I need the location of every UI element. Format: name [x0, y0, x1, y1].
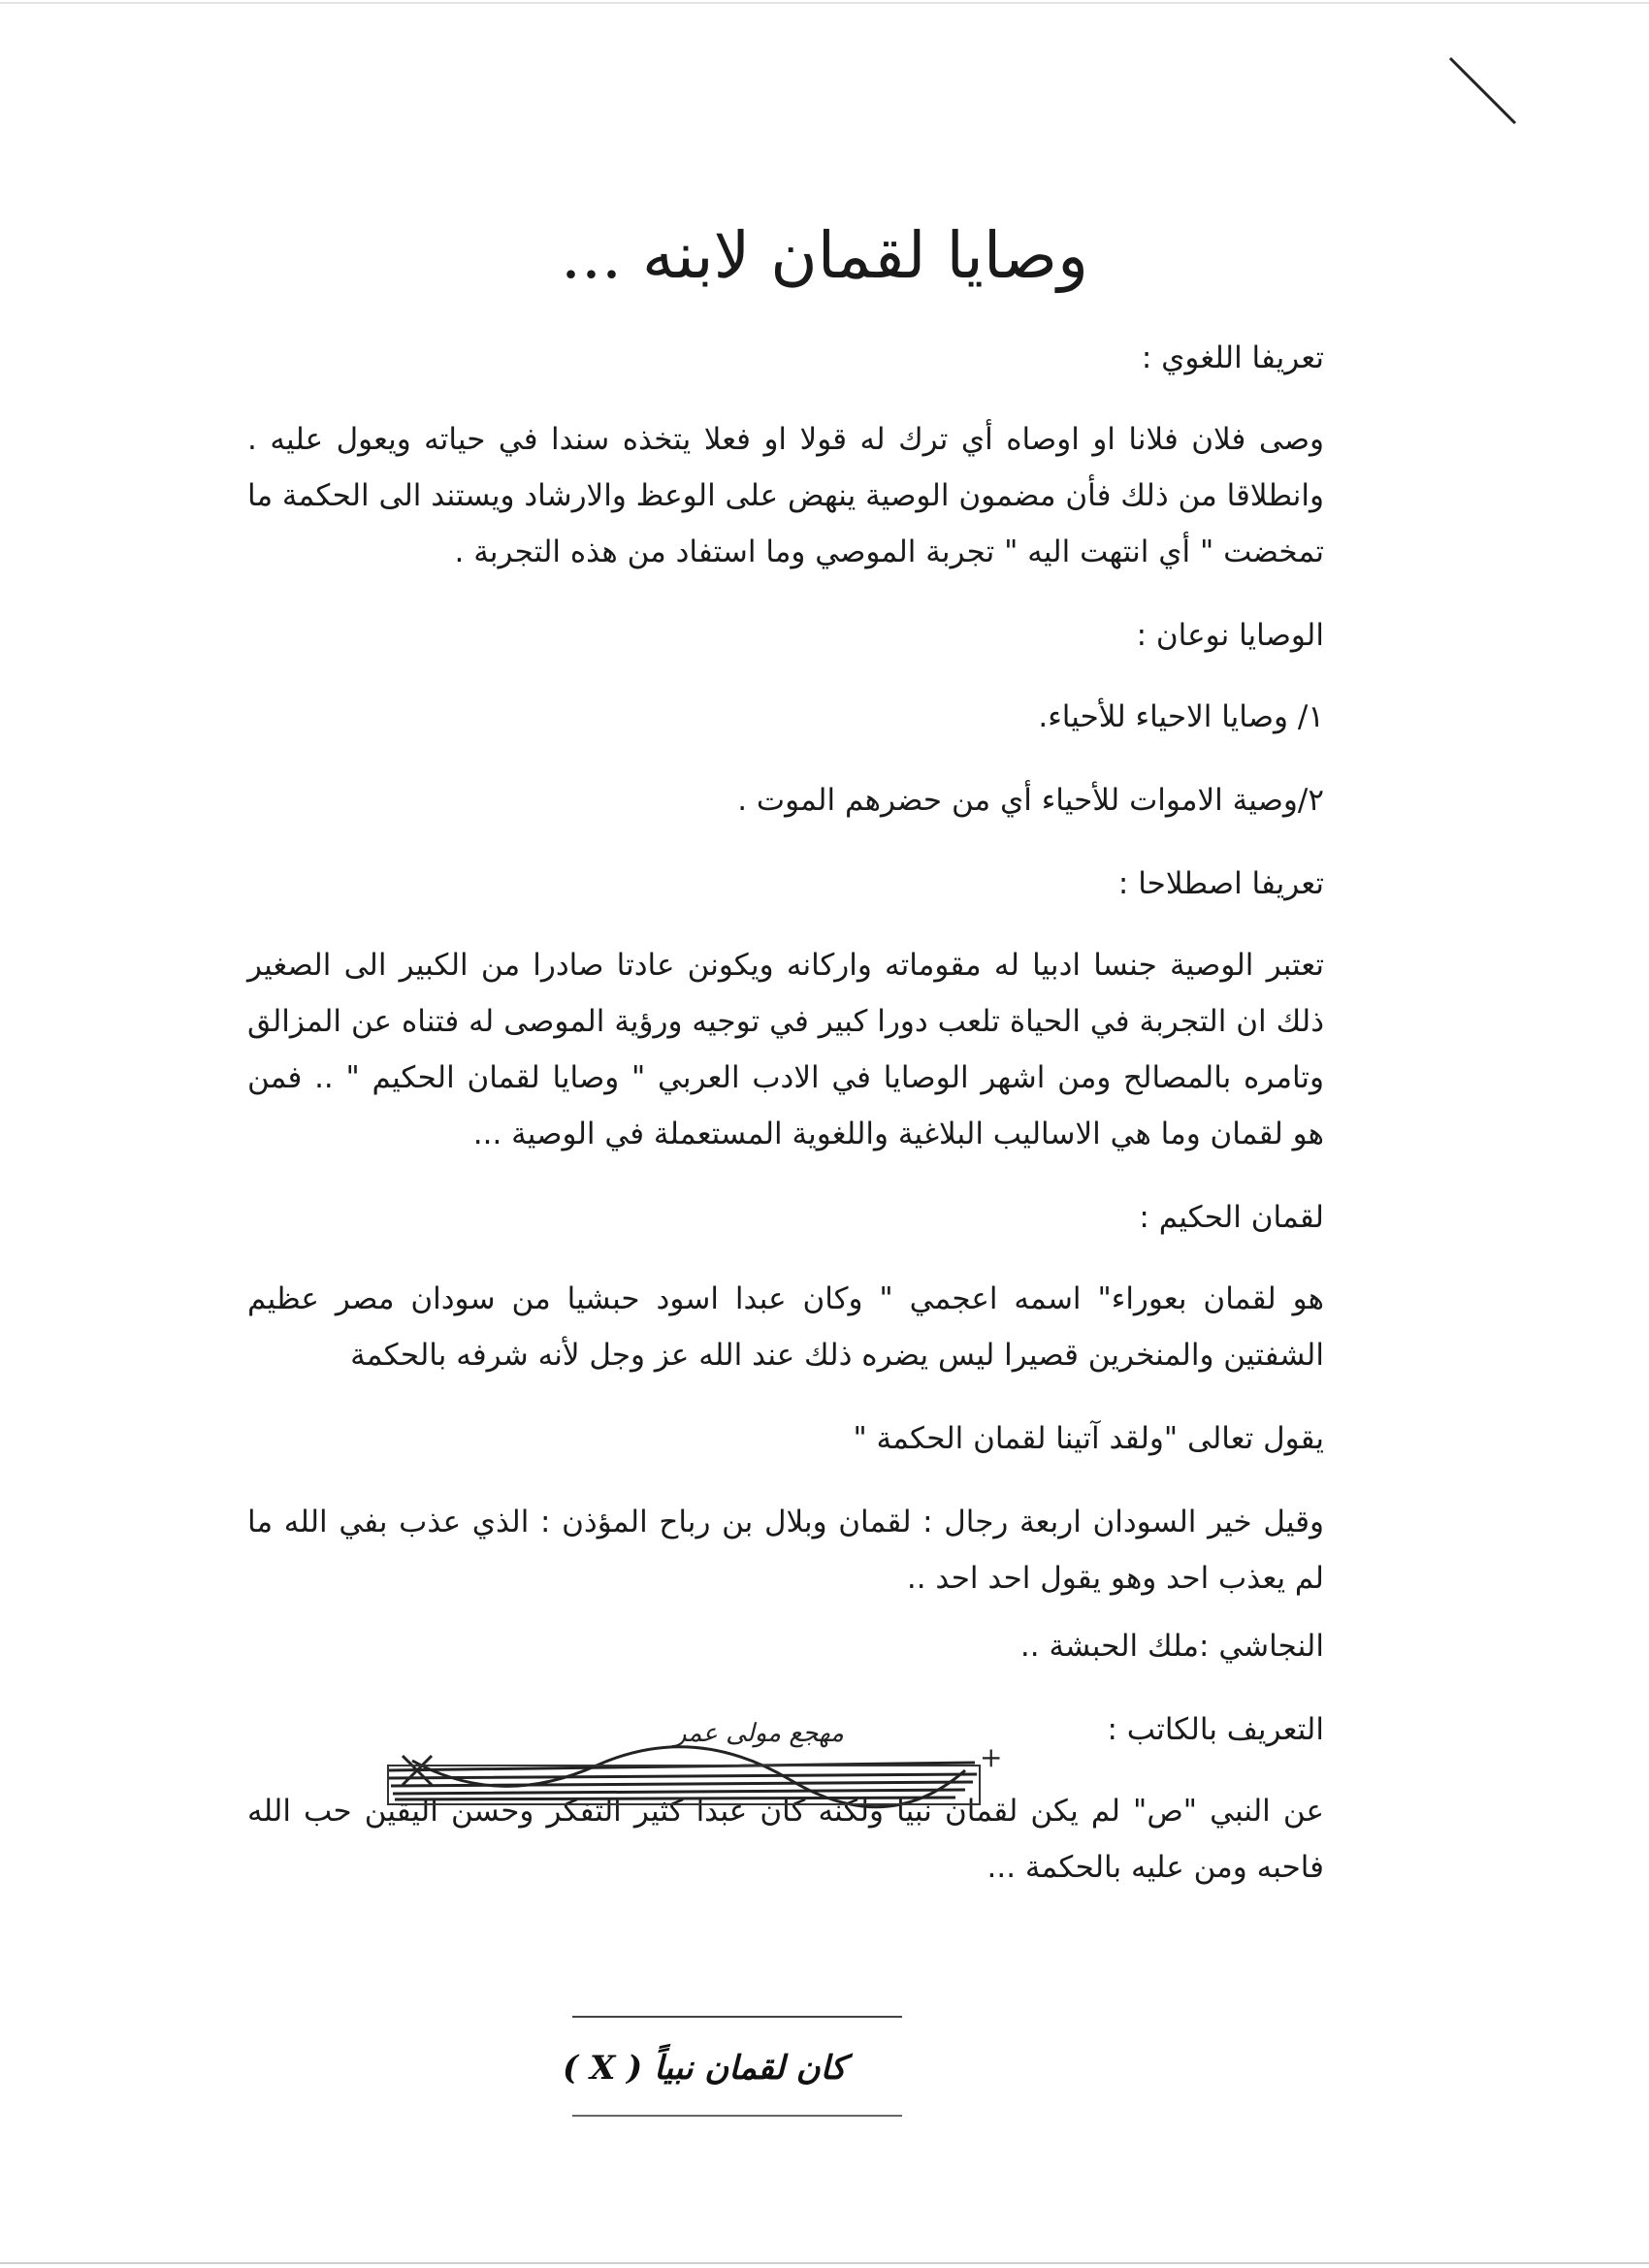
page-title: وصايا لقمان لابنه ...	[561, 218, 1088, 293]
blacks-text: وقيل خير السودان اربعة رجال : لقمان وبلال بن رباح المؤذن : الذي عذب بفي الله ما لم يعذب احد وهو يقول احد احد ..	[247, 1505, 1324, 1596]
underline-bottom	[572, 2115, 902, 2117]
luqman-heading: لقمان الحكيم :	[1139, 1200, 1324, 1235]
handwritten-plus-mark: +	[980, 1741, 1003, 1773]
quran-verse: يقول تعالى "ولقد آتينا لقمان الحكمة "	[853, 1421, 1324, 1456]
type-1: ١/ وصايا الاحياء للأحياء.	[1038, 699, 1324, 734]
document-body	[247, 330, 1324, 1923]
lang-def-text: وصى فلان فلانا او اوصاه أي ترك له قولا او فعلا يتخذه سندا في حياته ويعول عليه . وانطلاقا من ذلك فأن مضمون الوصية ينهض على الوعظ والارشاد ويستند الى الحكمة ما تمخضت " أي انتهت اليه " تجربة الموصي وما استفاد من هذه التجربة .	[247, 422, 1324, 569]
writer-heading: التعريف بالكاتب :	[1107, 1712, 1324, 1747]
lang-def-heading: تعريفا اللغوي :	[1141, 340, 1324, 375]
term-def-text: تعتبر الوصية جنسا ادبيا له مقوماته واركانه ويكونن عادتا صادرا من الكبير الى الصغير ذلك ان التجربة في الحياة تلعب دورا كبير في توجيه ورؤية الموصى له فتناه عن المزالق وتامره بالمصالح ومن اشهر الوصايا في الادب العربي " وصايا لقمان الحكيم " .. فمن هو لقمان وما هي الاساليب البلاغية واللغوية المستعملة في الوصية ...	[247, 948, 1324, 1151]
scan-edge-bottom	[0, 2262, 1649, 2264]
writer-text: عن النبي "ص" لم يكن لقمان نبيا ولكنه كان عبدا كثير التفكر وحسن اليقين حب الله فاحبه ومن عليه بالحكمة ...	[247, 1794, 1324, 1885]
types-heading: الوصايا نوعان :	[1136, 618, 1324, 653]
handwritten-note-top: مهجع مولى عمر	[674, 1719, 844, 1748]
luqman-text: هو لقمان بعوراء" اسمه اعجمي " وكان عبدا اسود حبشيا من سودان مصر عظيم الشفتين والمنخرين قصيرا ليس يضره ذلك عند الله عز وجل لأنه شرفه بالحكمة	[247, 1281, 1324, 1373]
scan-edge-top	[0, 2, 1649, 4]
underline-top	[572, 2016, 902, 2018]
najashi-text: النجاشي :ملك الحبشة ..	[1019, 1629, 1324, 1664]
handwritten-note-bottom: كان لقمان نبياً ( X )	[563, 2049, 847, 2088]
corner-pen-stroke	[1445, 53, 1523, 131]
type-2: ٢/وصية الاموات للأحياء أي من حضرهم الموت .	[737, 783, 1324, 818]
scribbled-strikeout	[383, 1741, 985, 1814]
term-def-heading: تعريفا اصطلاحا :	[1117, 866, 1324, 901]
